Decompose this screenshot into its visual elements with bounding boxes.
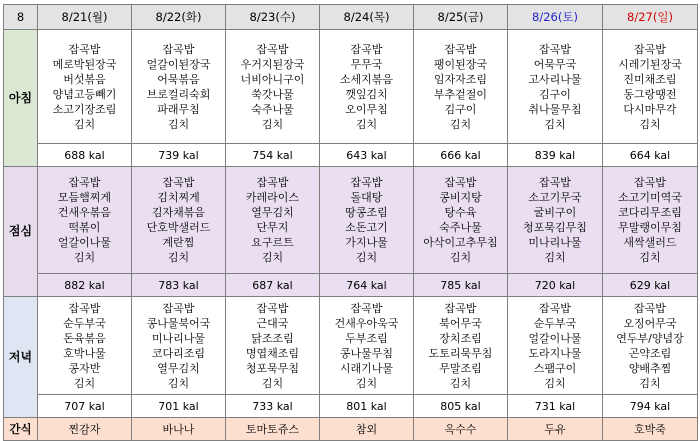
dish-item: 김치 bbox=[261, 251, 284, 264]
dish-item: 잡곡밥 bbox=[539, 176, 571, 189]
dish-item: 김치 bbox=[544, 376, 566, 390]
day-header-3: 8/24(목) bbox=[320, 5, 414, 30]
dish-item: 고사리나물 bbox=[528, 72, 582, 86]
dish-item: 콩비지탕 bbox=[439, 191, 482, 204]
kcal-value: 643 kal bbox=[320, 144, 414, 167]
dish-item: 동그랑땡전 bbox=[623, 87, 677, 101]
dish-item: 소고기무국 bbox=[528, 191, 582, 204]
dish-item: 잡곡밥 bbox=[444, 176, 477, 189]
kcal-value: 801 kal bbox=[320, 395, 414, 418]
dish-item: 무말랭이무침 bbox=[618, 221, 682, 234]
dish-item: 숙주나물 bbox=[251, 102, 294, 116]
dish-item: 건새우볶음 bbox=[57, 206, 112, 219]
dish-item: 너비아니구이 bbox=[240, 72, 305, 86]
breakfast-dishes-cell bbox=[508, 30, 603, 144]
dish-item: 김구이 bbox=[444, 102, 477, 116]
dish-item: 새싹샐러드 bbox=[623, 236, 677, 249]
kcal-value: 785 kal bbox=[414, 274, 508, 297]
corner-cell: 8 bbox=[4, 5, 38, 30]
lunch-dishes-cell bbox=[132, 167, 226, 274]
dish-item: 모듬햄찌게 bbox=[57, 191, 112, 204]
day-header-1: 8/22(화) bbox=[132, 5, 226, 30]
dish-item: 우거지된장국 bbox=[240, 57, 305, 71]
snack-item: 호박죽 bbox=[603, 418, 698, 441]
dish-item: 다시마무각 bbox=[623, 102, 677, 116]
dish-item: 콩자반 bbox=[68, 361, 101, 375]
dish-item: 소고기미역국 bbox=[618, 191, 682, 204]
kcal-value: 882 kal bbox=[38, 274, 132, 297]
kcal-value: 701 kal bbox=[132, 395, 226, 418]
kcal-value: 707 kal bbox=[38, 395, 132, 418]
dish-item: 청포묵김무침 bbox=[523, 221, 587, 234]
dish-item: 팽이된장국 bbox=[433, 57, 488, 71]
lunch-dishes-cell bbox=[603, 167, 698, 274]
dish-item: 김치 bbox=[261, 376, 284, 390]
dish-item: 탕수육 bbox=[444, 206, 477, 219]
weekly-menu-table bbox=[3, 4, 698, 441]
breakfast-kcal-row bbox=[4, 144, 698, 167]
dish-item: 잡곡밥 bbox=[634, 301, 666, 315]
dish-item: 순두부국 bbox=[63, 316, 106, 330]
dinner-dishes-cell bbox=[508, 297, 603, 395]
lunch-menu-row bbox=[4, 167, 698, 274]
dish-item: 잡곡밥 bbox=[539, 301, 571, 315]
kcal-value: 794 kal bbox=[603, 395, 698, 418]
breakfast-dishes-cell bbox=[38, 30, 132, 144]
dish-item: 버섯볶음 bbox=[63, 72, 106, 86]
dish-item: 김자채볶음 bbox=[151, 206, 206, 219]
dish-item: 잡곡밥 bbox=[256, 301, 289, 315]
dish-item: 스팸구이 bbox=[533, 361, 577, 375]
dish-item: 김치 bbox=[167, 376, 190, 390]
dish-item: 근대국 bbox=[256, 316, 289, 330]
dish-item: 잡곡밥 bbox=[162, 301, 195, 315]
dish-item: 잡곡밥 bbox=[350, 176, 383, 189]
day-header-6: 8/27(일) bbox=[603, 5, 698, 30]
dish-item: 미나리나물 bbox=[151, 331, 206, 345]
dish-item: 잡곡밥 bbox=[256, 42, 289, 56]
kcal-value: 687 kal bbox=[226, 274, 320, 297]
dish-item: 양배추찜 bbox=[628, 361, 672, 375]
breakfast-menu-row bbox=[4, 30, 698, 144]
dinner-kcal-row bbox=[4, 395, 698, 418]
dish-item: 땅콩조림 bbox=[345, 206, 388, 219]
dish-item: 얼갈이나물 bbox=[57, 236, 112, 249]
dish-item: 김치 bbox=[355, 251, 378, 264]
dish-item: 닭조조림 bbox=[251, 331, 294, 345]
kcal-value: 733 kal bbox=[226, 395, 320, 418]
dish-item: 김치 bbox=[355, 376, 378, 390]
dish-item: 김치 bbox=[639, 117, 661, 131]
kcal-value: 731 kal bbox=[508, 395, 603, 418]
dish-item: 메로박된장국 bbox=[52, 57, 117, 71]
dish-item: 코다리조림 bbox=[151, 346, 206, 360]
dish-item: 잡곡밥 bbox=[350, 301, 383, 315]
kcal-value: 666 kal bbox=[414, 144, 508, 167]
dish-item: 단무지 bbox=[256, 221, 289, 234]
dish-item: 김치 bbox=[544, 251, 566, 264]
dish-item: 어묵무국 bbox=[533, 57, 577, 71]
dish-item: 오이무침 bbox=[345, 102, 388, 116]
dish-item: 계란찜 bbox=[162, 236, 195, 249]
dish-item: 아삭이고추무침 bbox=[423, 236, 498, 249]
snack-row bbox=[4, 418, 698, 441]
dish-item: 오징어무국 bbox=[623, 316, 677, 330]
lunch-dishes-cell bbox=[38, 167, 132, 274]
dish-item: 김치 bbox=[261, 117, 284, 131]
dish-item: 청포묵무침 bbox=[245, 361, 300, 375]
dish-item: 잡곡밥 bbox=[68, 176, 101, 189]
dish-item: 카레라이스 bbox=[245, 191, 300, 204]
kcal-value: 720 kal bbox=[508, 274, 603, 297]
dish-item: 단호박샐러드 bbox=[146, 221, 211, 234]
dish-item: 잡곡밥 bbox=[539, 42, 571, 56]
snack-item: 두유 bbox=[508, 418, 603, 441]
header-row bbox=[4, 5, 698, 30]
dish-item: 어묵볶음 bbox=[157, 72, 200, 86]
dish-item: 잡곡밥 bbox=[68, 42, 101, 56]
dish-item: 김치 bbox=[355, 117, 378, 131]
dish-item: 굴비구이 bbox=[533, 206, 577, 219]
dish-item: 잡곡밥 bbox=[350, 42, 383, 56]
dish-item: 김치 bbox=[449, 117, 472, 131]
kcal-value: 764 kal bbox=[320, 274, 414, 297]
breakfast-dishes-cell bbox=[132, 30, 226, 144]
dish-item: 김치 bbox=[167, 117, 190, 131]
snack-item: 바나나 bbox=[132, 418, 226, 441]
breakfast-dishes-cell bbox=[603, 30, 698, 144]
dish-item: 소세지볶음 bbox=[339, 72, 394, 86]
dish-item: 얼갈이된장국 bbox=[146, 57, 211, 71]
day-header-4: 8/25(금) bbox=[414, 5, 508, 30]
dish-item: 시레기된장국 bbox=[618, 57, 682, 71]
dish-item: 명엽채조림 bbox=[245, 346, 300, 360]
lunch-dishes-cell bbox=[226, 167, 320, 274]
dish-item: 김구이 bbox=[539, 87, 571, 101]
kcal-value: 783 kal bbox=[132, 274, 226, 297]
dish-item: 무무국 bbox=[350, 57, 383, 71]
dish-item: 두부조림 bbox=[345, 331, 388, 345]
dish-item: 돈육볶음 bbox=[63, 331, 106, 345]
dish-item: 깻잎김치 bbox=[345, 87, 388, 101]
dish-item: 순두부국 bbox=[533, 316, 577, 330]
dish-item: 숙주나물 bbox=[439, 221, 482, 234]
dish-item: 브로컬리숙회 bbox=[146, 87, 211, 101]
dish-item: 김치 bbox=[449, 251, 472, 264]
dinner-dishes-cell bbox=[603, 297, 698, 395]
dish-item: 취나물무침 bbox=[528, 102, 582, 116]
kcal-value: 805 kal bbox=[414, 395, 508, 418]
snack-item: 찐감자 bbox=[38, 418, 132, 441]
day-header-0: 8/21(월) bbox=[38, 5, 132, 30]
dish-item: 잡곡밥 bbox=[444, 42, 477, 56]
dish-item: 열무김치 bbox=[251, 206, 294, 219]
breakfast-dishes-cell bbox=[226, 30, 320, 144]
snack-item: 참외 bbox=[320, 418, 414, 441]
dish-item: 잡곡밥 bbox=[634, 176, 666, 189]
breakfast-dishes-cell bbox=[414, 30, 508, 144]
dish-item: 잡곡밥 bbox=[634, 42, 666, 56]
dish-item: 잡곡밥 bbox=[162, 176, 195, 189]
dish-item: 콩나물무침 bbox=[339, 346, 394, 360]
lunch-dishes-cell bbox=[414, 167, 508, 274]
dish-item: 무말조림 bbox=[439, 361, 482, 375]
dish-item: 김치 bbox=[73, 117, 96, 131]
dish-item: 양념고등빼기 bbox=[52, 87, 117, 101]
snack-label: 간식 bbox=[4, 418, 38, 441]
dish-item: 잡곡밥 bbox=[256, 176, 289, 189]
kcal-value: 754 kal bbox=[226, 144, 320, 167]
dish-item: 부추겉절이 bbox=[433, 87, 488, 101]
day-header-5: 8/26(토) bbox=[508, 5, 603, 30]
dish-item: 미나리나물 bbox=[528, 236, 582, 249]
dish-item: 임자자조림 bbox=[433, 72, 488, 86]
lunch-label: 점심 bbox=[4, 167, 38, 297]
dish-item: 얼갈이나물 bbox=[528, 331, 582, 345]
dish-item: 잡곡밥 bbox=[444, 301, 477, 315]
dish-item: 소돈고기 bbox=[345, 221, 388, 234]
dish-item: 열무김치 bbox=[157, 361, 200, 375]
dish-item: 소고기장조림 bbox=[52, 102, 117, 116]
snack-item: 토마토쥬스 bbox=[226, 418, 320, 441]
dish-item: 코다리무조림 bbox=[618, 206, 682, 219]
dish-item: 도토리묵무침 bbox=[428, 346, 493, 360]
dinner-dishes-cell bbox=[132, 297, 226, 395]
kcal-value: 739 kal bbox=[132, 144, 226, 167]
dish-item: 쑥갓나물 bbox=[251, 87, 294, 101]
dish-item: 북어무국 bbox=[439, 316, 482, 330]
lunch-kcal-row bbox=[4, 274, 698, 297]
dish-item: 김치 bbox=[167, 251, 190, 264]
dish-item: 요구르트 bbox=[251, 236, 294, 249]
dish-item: 가지나물 bbox=[345, 236, 388, 249]
dish-item: 곤약조림 bbox=[628, 346, 672, 360]
dish-item: 잡곡밥 bbox=[68, 301, 101, 315]
dinner-menu-row bbox=[4, 297, 698, 395]
kcal-value: 688 kal bbox=[38, 144, 132, 167]
dish-item: 파래무침 bbox=[157, 102, 200, 116]
dish-item: 연두부/양념장 bbox=[616, 331, 684, 345]
dish-item: 도라지나물 bbox=[528, 346, 582, 360]
dish-item: 건새우아욱국 bbox=[334, 316, 399, 330]
dish-item: 김치 bbox=[73, 251, 96, 264]
dish-item: 김치 bbox=[639, 251, 661, 264]
breakfast-label: 아침 bbox=[4, 30, 38, 167]
dish-item: 장치조림 bbox=[439, 331, 482, 345]
breakfast-dishes-cell bbox=[320, 30, 414, 144]
day-header-2: 8/23(수) bbox=[226, 5, 320, 30]
dinner-dishes-cell bbox=[320, 297, 414, 395]
dish-item: 돌대탕 bbox=[350, 191, 383, 204]
dish-item: 잡곡밥 bbox=[162, 42, 195, 56]
dish-item: 김치 bbox=[73, 376, 96, 390]
dish-item: 김치찌게 bbox=[157, 191, 200, 204]
lunch-dishes-cell bbox=[508, 167, 603, 274]
dinner-label: 저녁 bbox=[4, 297, 38, 418]
snack-item: 옥수수 bbox=[414, 418, 508, 441]
dish-item: 김치 bbox=[449, 376, 472, 390]
dinner-dishes-cell bbox=[226, 297, 320, 395]
lunch-dishes-cell bbox=[320, 167, 414, 274]
kcal-value: 839 kal bbox=[508, 144, 603, 167]
dish-item: 김치 bbox=[544, 117, 566, 131]
dish-item: 시래기나물 bbox=[339, 361, 394, 375]
kcal-value: 664 kal bbox=[603, 144, 698, 167]
dish-item: 진미채조림 bbox=[623, 72, 677, 86]
dinner-dishes-cell bbox=[414, 297, 508, 395]
dish-item: 떡볶이 bbox=[68, 221, 101, 234]
kcal-value: 629 kal bbox=[603, 274, 698, 297]
dish-item: 김치 bbox=[639, 376, 661, 390]
dinner-dishes-cell bbox=[38, 297, 132, 395]
dish-item: 콩나물북어국 bbox=[146, 316, 211, 330]
dish-item: 호박나물 bbox=[63, 346, 106, 360]
